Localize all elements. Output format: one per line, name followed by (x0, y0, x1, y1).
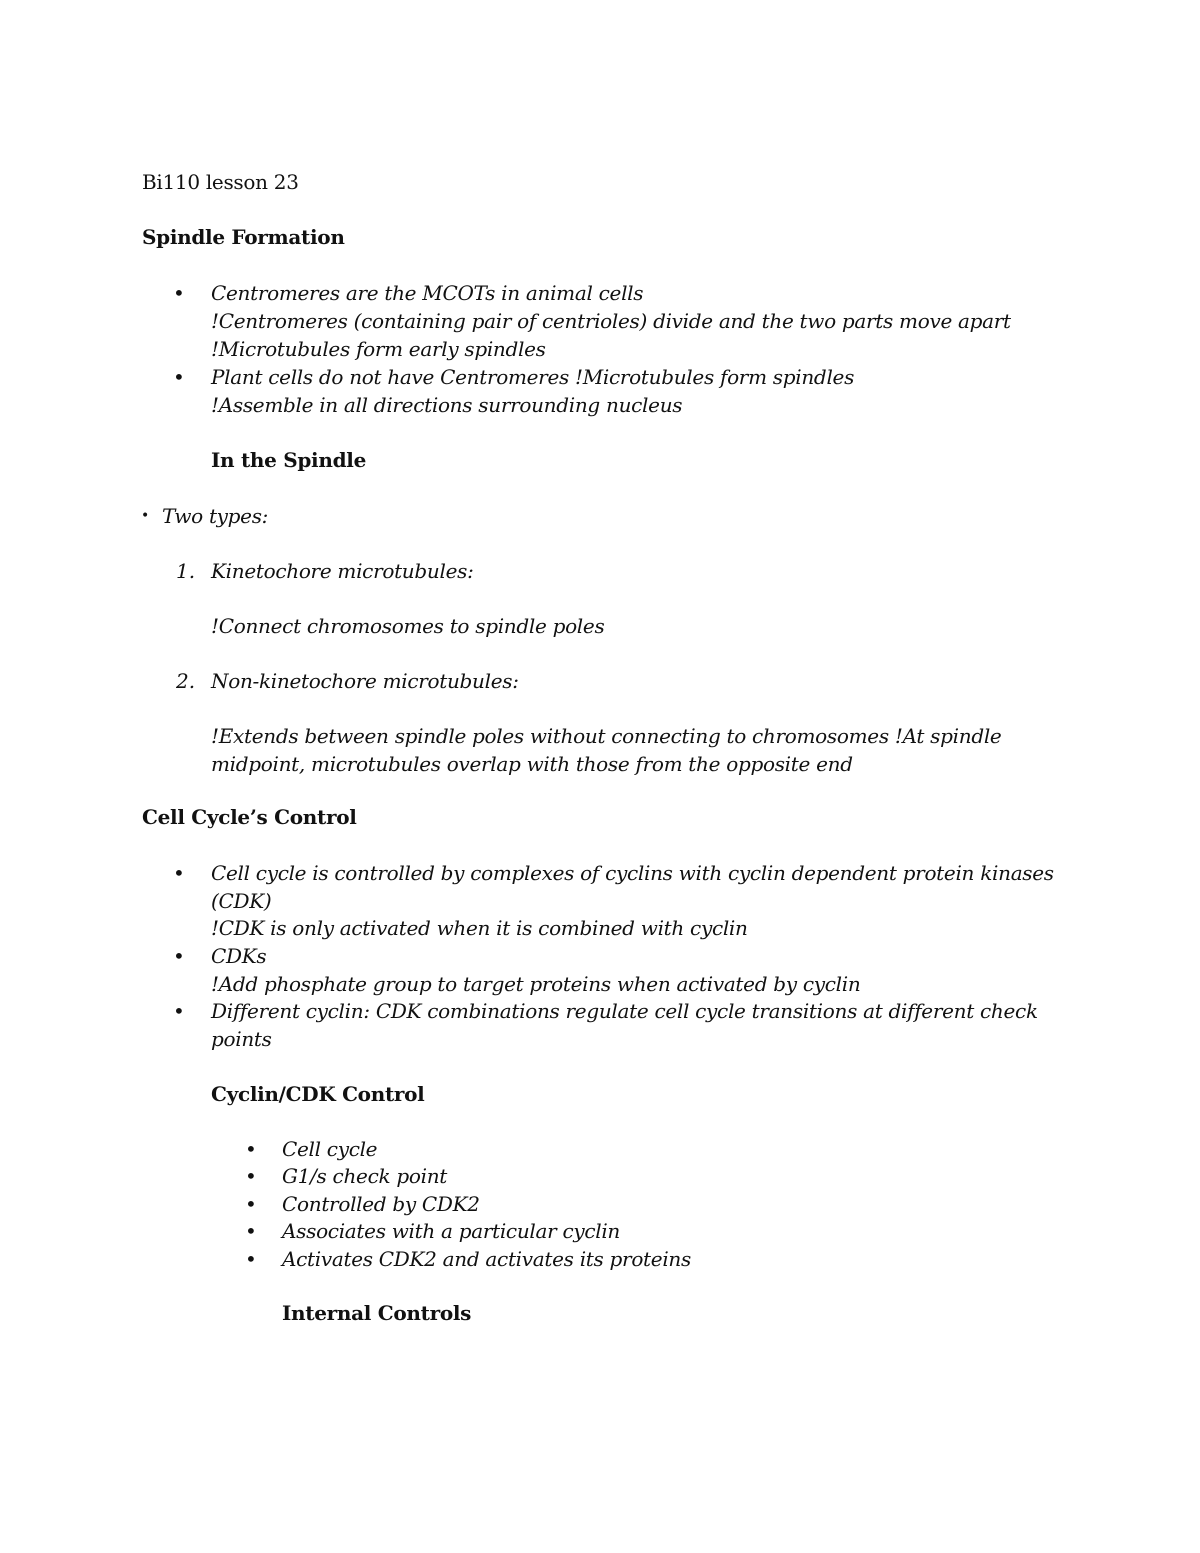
bullet-marker: • (173, 861, 185, 885)
bullet-marker: • (245, 1164, 257, 1188)
list-number: 2. (176, 669, 196, 693)
bullet-text: Plant cells do not have Centromeres !Microtubules form spindles (211, 365, 855, 389)
list-item: Controlled by CDK2 (282, 1192, 480, 1216)
heading-cyclin-cdk-control: Cyclin/CDK Control (211, 1082, 425, 1106)
bullet-text: !Assemble in all directions surrounding nucleus (211, 393, 683, 417)
bullet-text: CDKs (211, 944, 267, 968)
bullet-marker: • (173, 999, 185, 1023)
bullet-marker: • (245, 1192, 257, 1216)
bullet-marker: • (173, 944, 185, 968)
heading-in-the-spindle: In the Spindle (211, 448, 366, 472)
bullet-marker: • (173, 365, 185, 389)
list-item-detail: midpoint, microtubules overlap with those from the opposite end (211, 752, 853, 776)
list-item: G1/s check point (282, 1164, 448, 1188)
bullet-text: (CDK) (211, 889, 272, 913)
bullet-text: points (211, 1027, 272, 1051)
list-item-label: Non-kinetochore microtubules: (211, 669, 519, 693)
bullet-text: Centromeres are the MCOTs in animal cells (211, 281, 644, 305)
bullet-text: !Centromeres (containing pair of centrioles) divide and the two parts move apart (211, 309, 1011, 333)
bullet-text: Cell cycle is controlled by complexes of cyclins with cyclin dependent protein kinases (211, 861, 1054, 885)
list-item-detail: !Connect chromosomes to spindle poles (211, 614, 605, 638)
heading-spindle-formation: Spindle Formation (142, 225, 345, 249)
intro-text: Two types: (162, 504, 269, 528)
bullet-text: !Add phosphate group to target proteins when activated by cyclin (211, 972, 861, 996)
list-item-detail: !Extends between spindle poles without connecting to chromosomes !At spindle (211, 724, 1002, 748)
heading-internal-controls: Internal Controls (282, 1301, 472, 1325)
bullet-marker: • (173, 281, 185, 305)
bullet-marker: • (245, 1137, 257, 1161)
bullet-marker: • (245, 1219, 257, 1243)
list-item-label: Kinetochore microtubules: (211, 559, 474, 583)
heading-cell-cycle-control: Cell Cycle’s Control (142, 805, 357, 829)
bullet-text: Different cyclin: CDK combinations regulate cell cycle transitions at different check (211, 999, 1038, 1023)
bullet-text: !Microtubules form early spindles (211, 337, 546, 361)
bullet-text: !CDK is only activated when it is combined with cyclin (211, 916, 748, 940)
list-number: 1. (176, 559, 196, 583)
list-item: Associates with a particular cyclin (282, 1219, 621, 1243)
list-item: Activates CDK2 and activates its proteins (282, 1247, 691, 1271)
document-title: Bi110 lesson 23 (142, 170, 299, 194)
bullet-marker: • (245, 1247, 257, 1271)
list-item: Cell cycle (282, 1137, 378, 1161)
small-bullet-marker: • (141, 508, 150, 524)
